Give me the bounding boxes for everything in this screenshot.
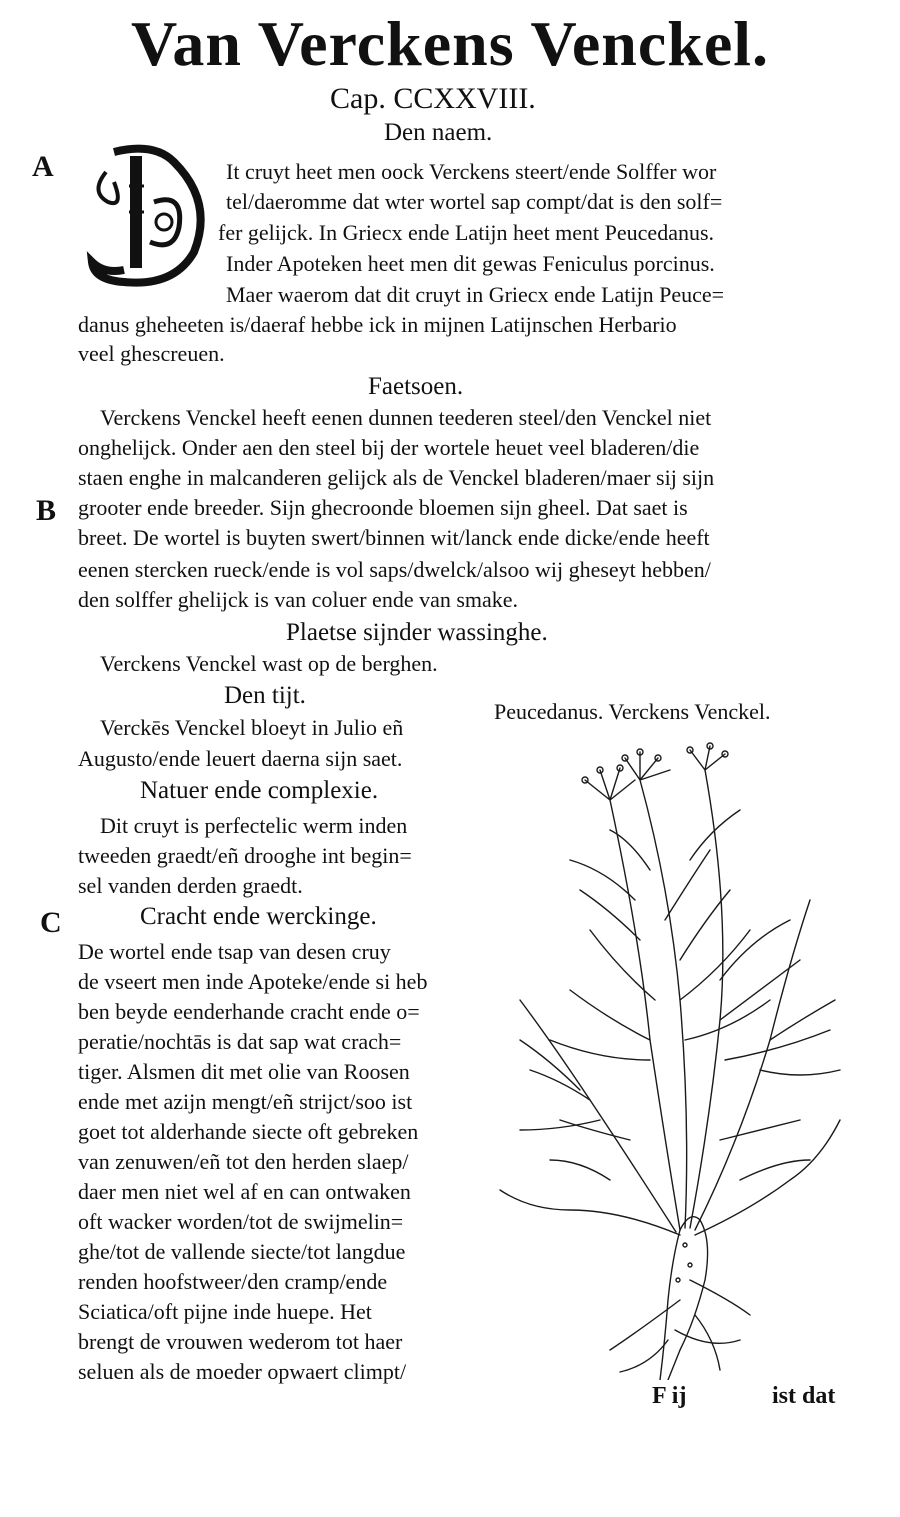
- cracht-line: renden hoofstweer/den cramp/ende: [78, 1269, 388, 1294]
- heading-naem: Den naem.: [384, 119, 493, 146]
- natuer-line: tweeden graedt/eñ drooghe int begin=: [78, 843, 412, 868]
- cracht-line: seluen als de moeder opwaert climpt/: [78, 1359, 407, 1384]
- faetsoen-line: staen enghe in malcanderen gelijck als de Venckel bladeren/maer sij sijn: [78, 465, 715, 490]
- faetsoen-line: onghelijck. Onder aen den steel bij der wortele heuet veel bladeren/die: [78, 435, 700, 460]
- plant-woodcut-illustration: [490, 740, 850, 1380]
- naem-line: Maer waerom dat dit cruyt in Griecx ende Latijn Peuce=: [226, 282, 725, 307]
- natuer-line: Dit cruyt is perfectelic werm inden: [100, 813, 408, 838]
- faetsoen-line: grooter ende breeder. Sijn ghecroonde bloemen sijn gheel. Dat saet is: [78, 495, 688, 520]
- cracht-line: ende met azijn mengt/eñ strijct/soo ist: [78, 1089, 413, 1114]
- cracht-line: ghe/tot de vallende siecte/tot langdue: [78, 1239, 406, 1264]
- cracht-line: daer men niet wel af en can ontwaken: [78, 1179, 411, 1204]
- naem-line: fer gelijck. In Griecx ende Latijn heet ment Peucedanus.: [218, 220, 715, 245]
- margin-letter-b: B: [36, 494, 57, 527]
- cracht-line: van zenuwen/eñ tot den herden slaep/: [78, 1149, 409, 1174]
- faetsoen-line: Verckens Venckel heeft eenen dunnen teederen steel/den Venckel niet: [100, 405, 712, 430]
- cracht-line: oft wacker worden/tot de swijmelin=: [78, 1209, 404, 1234]
- natuer-line: sel vanden derden graedt.: [78, 873, 303, 898]
- heading-plaetse: Plaetse sijnder wassinghe.: [286, 619, 548, 646]
- cracht-line: tiger. Alsmen dit met olie van Roosen: [78, 1059, 410, 1084]
- heading-cracht: Cracht ende werckinge.: [140, 903, 377, 930]
- margin-letter-a: A: [32, 150, 54, 183]
- faetsoen-line: eenen stercken rueck/ende is vol saps/dwelck/alsoo wij gheseyt hebben/: [78, 557, 711, 582]
- cracht-line: brengt de vrouwen wederom tot haer: [78, 1329, 403, 1354]
- naem-line: Inder Apoteken heet men dit gewas Feniculus porcinus.: [226, 251, 715, 276]
- cracht-line: De wortel ende tsap van desen cruy: [78, 939, 391, 964]
- naem-line: danus gheheeten is/daeraf hebbe ick in mijnen Latijnschen Herbario: [78, 312, 677, 337]
- heading-faetsoen: Faetsoen.: [368, 373, 464, 400]
- cracht-line: ben beyde eenderhande cracht ende o=: [78, 999, 420, 1024]
- cracht-line: peratie/nochtās is dat sap wat crach=: [78, 1029, 402, 1054]
- dropcap-ornament: [84, 142, 224, 292]
- naem-line: tel/daeromme dat wter wortel sap compt/dat is den solf=: [226, 189, 723, 214]
- cracht-line: Sciatica/oft pijne inde huepe. Het: [78, 1299, 372, 1324]
- cracht-line: goet tot alderhande siecte oft gebreken: [78, 1119, 419, 1144]
- page-title: Van Verckens Venckel.: [130, 8, 770, 79]
- chapter-number: Cap. CCXXVIII.: [330, 82, 536, 115]
- tijt-line: Verckēs Venckel bloeyt in Julio eñ: [100, 715, 404, 740]
- signature-mark: F ij: [652, 1383, 687, 1409]
- catchword: ist dat: [772, 1383, 836, 1409]
- heading-natuer: Natuer ende complexie.: [140, 777, 379, 804]
- naem-line: It cruyt heet men oock Verckens steert/ende Solffer wor: [226, 159, 717, 184]
- illustration-caption: Peucedanus. Verckens Venckel.: [494, 699, 771, 724]
- cracht-line: de vseert men inde Apoteke/ende si heb: [78, 969, 428, 994]
- faetsoen-line: den solffer ghelijck is van coluer ende van smake.: [78, 587, 519, 612]
- heading-tijt: Den tijt.: [224, 682, 306, 709]
- faetsoen-line: breet. De wortel is buyten swert/binnen wit/lanck ende dicke/ende heeft: [78, 525, 710, 550]
- plaetse-line: Verckens Venckel wast op de berghen.: [100, 651, 438, 676]
- naem-line: veel ghescreuen.: [78, 341, 225, 366]
- tijt-line: Augusto/ende leuert daerna sijn saet.: [78, 746, 403, 771]
- margin-letter-c: C: [40, 906, 62, 939]
